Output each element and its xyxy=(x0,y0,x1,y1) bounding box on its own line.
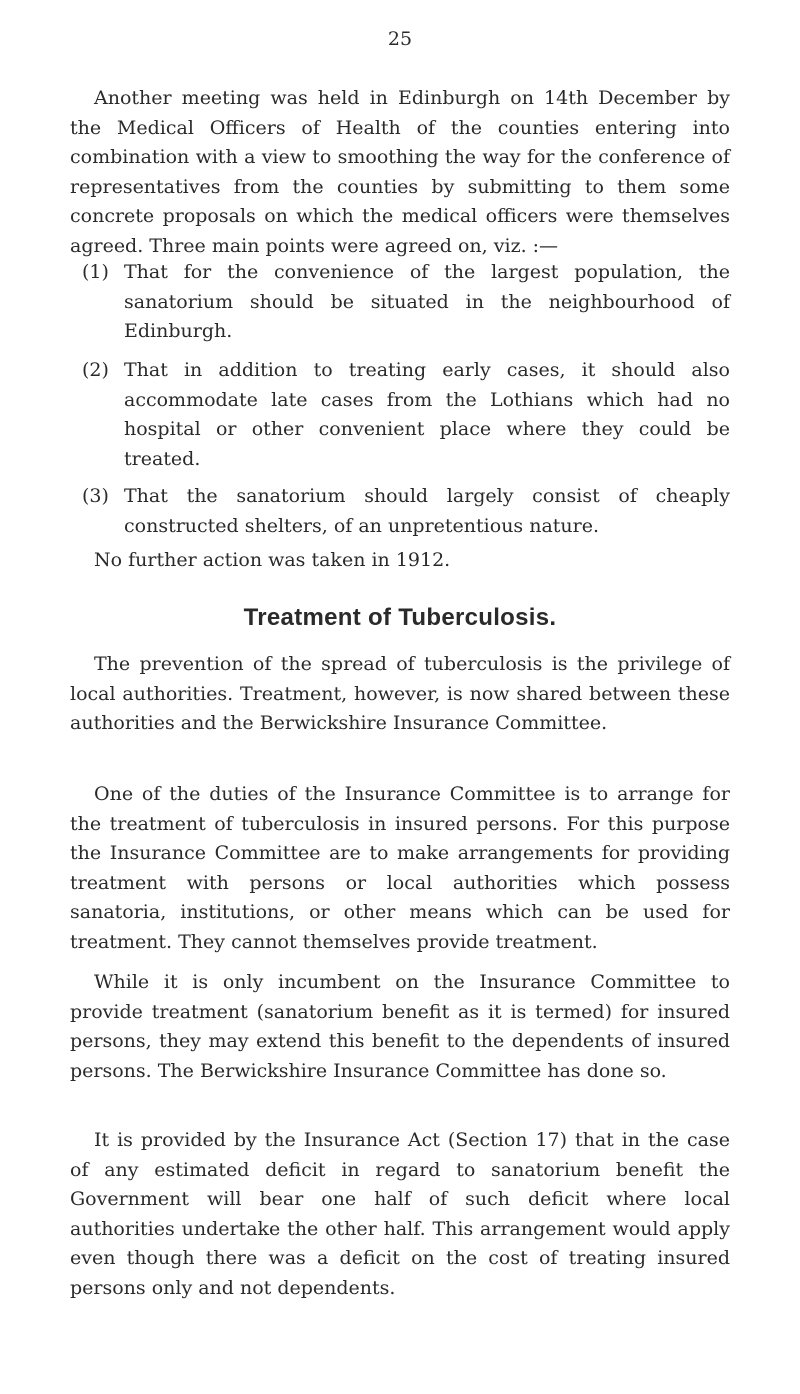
list-text: That for the convenience of the largest population, the sanatorium should be situated in the neighbourhood of Edinburgh. xyxy=(124,261,730,342)
list-text: That in addition to treating early cases, it should also accommodate late cases from the Lothians which had no hospital or other convenient place where they could be treated. xyxy=(124,359,730,470)
list-item-2 xyxy=(82,356,730,474)
no-further-action-paragraph: No further action was taken in 1912. xyxy=(94,549,451,571)
list-number: (2) xyxy=(82,359,109,381)
body-paragraph-3: While it is only incumbent on the Insurance Committee to provide treatment (sanatorium benefit as it is termed) for insured persons, they may extend this benefit to the dependents of insured persons. The Berwickshire Insurance Committee has done so. xyxy=(70,971,730,1082)
body-paragraph-1: The prevention of the spread of tuberculosis is the privilege of local authorities. Treatment, however, is now shared between these authorities and the Berwickshire Insurance Committee. xyxy=(70,653,730,734)
intro-paragraph: Another meeting was held in Edinburgh on 14th December by the Medical Officers of Health of the counties entering into combination with a view to smoothing the way for the conference of representatives from the counties by submitting to them some concrete proposals on which the medical officers were themselves agreed. Three main points were agreed on, viz. :— xyxy=(70,87,730,257)
section-heading: Treatment of Tuberculosis. xyxy=(243,604,557,631)
list-item-3 xyxy=(82,482,730,541)
list-number: (1) xyxy=(82,261,109,283)
list-text: That the sanatorium should largely consist of cheaply constructed shelters, of an unpretentious nature. xyxy=(124,485,730,537)
body-paragraph-4: It is provided by the Insurance Act (Section 17) that in the case of any estimated deficit in regard to sanatorium benefit the Government will bear one half of such deficit where local authorities undertake the other half. This arrangement would apply even though there was a deficit on the cost of treating insured persons only and not dependents. xyxy=(70,1129,730,1299)
body-paragraph-2: One of the duties of the Insurance Committee is to arrange for the treatment of tuberculosis in insured persons. For this purpose the Insurance Committee are to make arrangements for providing treatment with persons or local authorities which possess sanatoria, institutions, or other means which can be used for treatment. They cannot themselves provide treatment. xyxy=(70,783,730,953)
page-number: 25 xyxy=(387,28,413,50)
list-item-1 xyxy=(82,258,730,347)
list-number: (3) xyxy=(82,485,109,507)
